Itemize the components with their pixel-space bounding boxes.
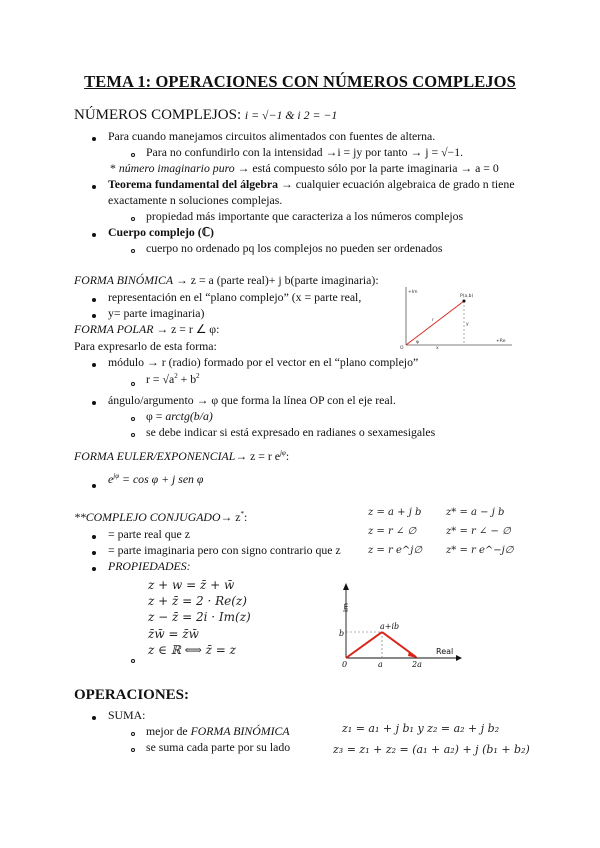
euler-sup: jφ	[279, 449, 286, 458]
note-rest: → está compuesto sólo por la parte imaginaria → a = 0	[237, 161, 499, 175]
sub-bullet	[131, 659, 135, 663]
bullet	[92, 298, 96, 302]
bullet-teorema	[108, 177, 515, 192]
prop-5: z ∈ ℝ ⟺ z̄ = z	[148, 642, 236, 657]
teorema-bold: Teorema fundamental del álgebra	[108, 177, 279, 191]
note-star: *	[110, 161, 116, 175]
euler-colon: :	[285, 449, 290, 463]
real-arrow-icon	[456, 655, 462, 661]
sub-bullet	[131, 153, 135, 157]
conj-label: **COMPLEJO CONJUGADO	[74, 510, 221, 524]
binomica-line	[74, 273, 379, 288]
x-label: x	[436, 346, 439, 349]
a-label: a	[378, 660, 383, 668]
sup-2b: 2	[196, 372, 200, 381]
euler-b1-sup: jφ	[113, 472, 120, 481]
re-label: Real	[436, 647, 454, 656]
sub-bullet	[131, 748, 135, 752]
sub-propiedad: propiedad más importante que caracteriza a los números complejos	[146, 209, 464, 223]
o-label: 0	[342, 660, 348, 668]
vector-op	[406, 301, 464, 345]
re-label: +Re	[496, 339, 506, 344]
binomica-label: FORMA BINÓMICA	[74, 273, 174, 287]
bullet	[92, 551, 96, 555]
ops-formula-2: z₃ = z₁ + z₂ = (a₁ + a₂) + j (b₁ + b₂)	[333, 743, 530, 756]
ops-sub1-term: FORMA BINÓMICA	[190, 724, 290, 738]
euler-b1	[108, 472, 203, 487]
euler-formula: → z = r e	[235, 449, 280, 463]
polar-label: FORMA POLAR	[74, 322, 154, 336]
polar-formula: → z = r ∠ φ:	[156, 322, 220, 336]
conj-formula: → z	[220, 510, 241, 524]
bullet	[92, 401, 96, 405]
prop-4: z̄w̄ = z̄w̄	[148, 626, 199, 641]
vector-arrow-icon	[408, 651, 418, 658]
note-imaginario	[110, 161, 499, 176]
heading-formula: i = √−1 & i 2 = −1	[244, 108, 338, 122]
sub-intensidad: Para no confundirlo con la intensidad →i = jy por tanto → j = √−1.	[146, 145, 464, 159]
two-a-label: 2a	[412, 660, 422, 668]
binomica-b1: representación en el “plano complejo” (x = parte real,	[108, 290, 362, 304]
sub-cuerpo: cuerpo no ordenado pq los complejos no pueden ser ordenados	[146, 241, 443, 255]
o-label: O	[400, 346, 404, 349]
angle-pre: φ =	[146, 409, 166, 423]
euler-b1-e: e	[108, 472, 114, 486]
conj-b2: = parte imaginaria pero con signo contrario que z	[108, 543, 341, 557]
euler-line	[74, 449, 289, 464]
euler-b1-rest: = cos φ + j sen φ	[122, 472, 204, 486]
conj-table-r2c1: z* = r e^−j∅	[446, 545, 514, 556]
sup-2a: 2	[174, 372, 178, 381]
sub-bullet	[131, 382, 135, 386]
polar-b2-sub2: se debe indicar si está expresado en radianes o sexamesigales	[146, 425, 436, 439]
sub-bullet	[131, 417, 135, 421]
section-heading-operaciones: OPERACIONES:	[74, 687, 190, 703]
b-label: b	[339, 629, 345, 638]
polar-angle-formula	[146, 409, 213, 424]
conj-table-r1c0: z = r ∠ ∅	[368, 526, 417, 537]
bullet	[92, 233, 96, 237]
bullet	[92, 484, 96, 488]
point-label: a+ib	[380, 622, 400, 631]
polar-b1: módulo → r (radio) formado por el vector en el “plano complejo”	[108, 355, 419, 369]
note-term: número imaginario puro	[118, 161, 235, 175]
page-title: TEMA 1: OPERACIONES CON NÚMEROS COMPLEJOS	[84, 72, 516, 91]
bullet-alterna: Para cuando manejamos circuitos alimentados con fuentes de alterna.	[108, 129, 436, 143]
bullet	[92, 363, 96, 367]
sub-bullet	[131, 433, 135, 437]
polar-intro: Para expresarlo de esta forma:	[74, 339, 217, 353]
im-label: +Im	[408, 290, 418, 295]
ops-sub1-pre: mejor de	[146, 724, 191, 738]
prop-2: z + z̄ = 2 · Re(z)	[148, 594, 247, 609]
polar-modulo-formula	[146, 372, 200, 387]
bullet	[92, 567, 96, 571]
bullet	[92, 535, 96, 539]
conj-b1: = parte real que z	[108, 527, 190, 541]
ops-suma: SUMA:	[108, 708, 146, 722]
polar-b2: ángulo/argumento → φ que forma la línea OP con el eje real.	[108, 393, 396, 407]
modulo-pre: r = √a	[146, 372, 175, 386]
prop-3: z − z̄ = 2i · Im(z)	[148, 610, 251, 625]
angle-expr: arctg(b/a)	[165, 409, 213, 423]
conj-table-r0c1: z* = a − j b	[446, 507, 505, 518]
bullet	[92, 314, 96, 318]
conjugate-diagram	[336, 578, 464, 668]
conj-colon: :	[243, 510, 248, 524]
teorema-cont: exactamente n soluciones complejas.	[108, 193, 283, 207]
conj-table-r2c0: z = r e^j∅	[368, 545, 423, 556]
ops-formula-1: z₁ = a₁ + j b₁ y z₂ = a₂ + j b₂	[342, 722, 500, 735]
bullet-cuerpo: Cuerpo complejo (ℂ)	[108, 225, 214, 239]
section-heading-numeros	[74, 107, 337, 124]
polar-line	[74, 322, 219, 337]
conj-sup: *	[240, 510, 244, 519]
modulo-mid: + b	[177, 372, 197, 386]
ops-sub2: se suma cada parte por su lado	[146, 740, 291, 754]
imag-arrow-icon	[343, 583, 349, 590]
point-label: P(a,b)	[460, 294, 474, 299]
sub-bullet	[131, 217, 135, 221]
bullet	[92, 137, 96, 141]
binomica-formula: → z = a (parte real)+ j b(parte imaginaria):	[176, 273, 379, 287]
im-label: Im	[342, 603, 350, 612]
euler-label: FORMA EULER/EXPONENCIAL	[74, 449, 236, 463]
phi-label: φ	[416, 340, 419, 345]
conj-table-r0c0: z = a + j b	[368, 507, 422, 518]
complex-plane-diagram	[396, 283, 516, 349]
binomica-b1-cont: y= parte imaginaria)	[108, 306, 205, 320]
sub-bullet	[131, 732, 135, 736]
section-heading-text: NÚMEROS COMPLEJOS:	[74, 107, 242, 123]
bullet	[92, 185, 96, 189]
prop-1: z + w = z̄ + w̄	[148, 578, 235, 592]
sub-bullet	[131, 249, 135, 253]
r-label: r	[432, 318, 434, 323]
vector-z	[346, 632, 382, 658]
point-p	[463, 300, 466, 303]
conj-b3: PROPIEDADES:	[108, 559, 191, 573]
conjugado-line	[74, 510, 247, 525]
ops-sub1	[146, 724, 290, 739]
conj-table-r1c1: z* = r ∠ − ∅	[446, 526, 511, 537]
properties-block	[148, 577, 251, 658]
teorema-rest: → cualquier ecuación algebraica de grado n tiene	[281, 177, 515, 191]
y-label: y	[466, 322, 469, 327]
bullet	[92, 716, 96, 720]
